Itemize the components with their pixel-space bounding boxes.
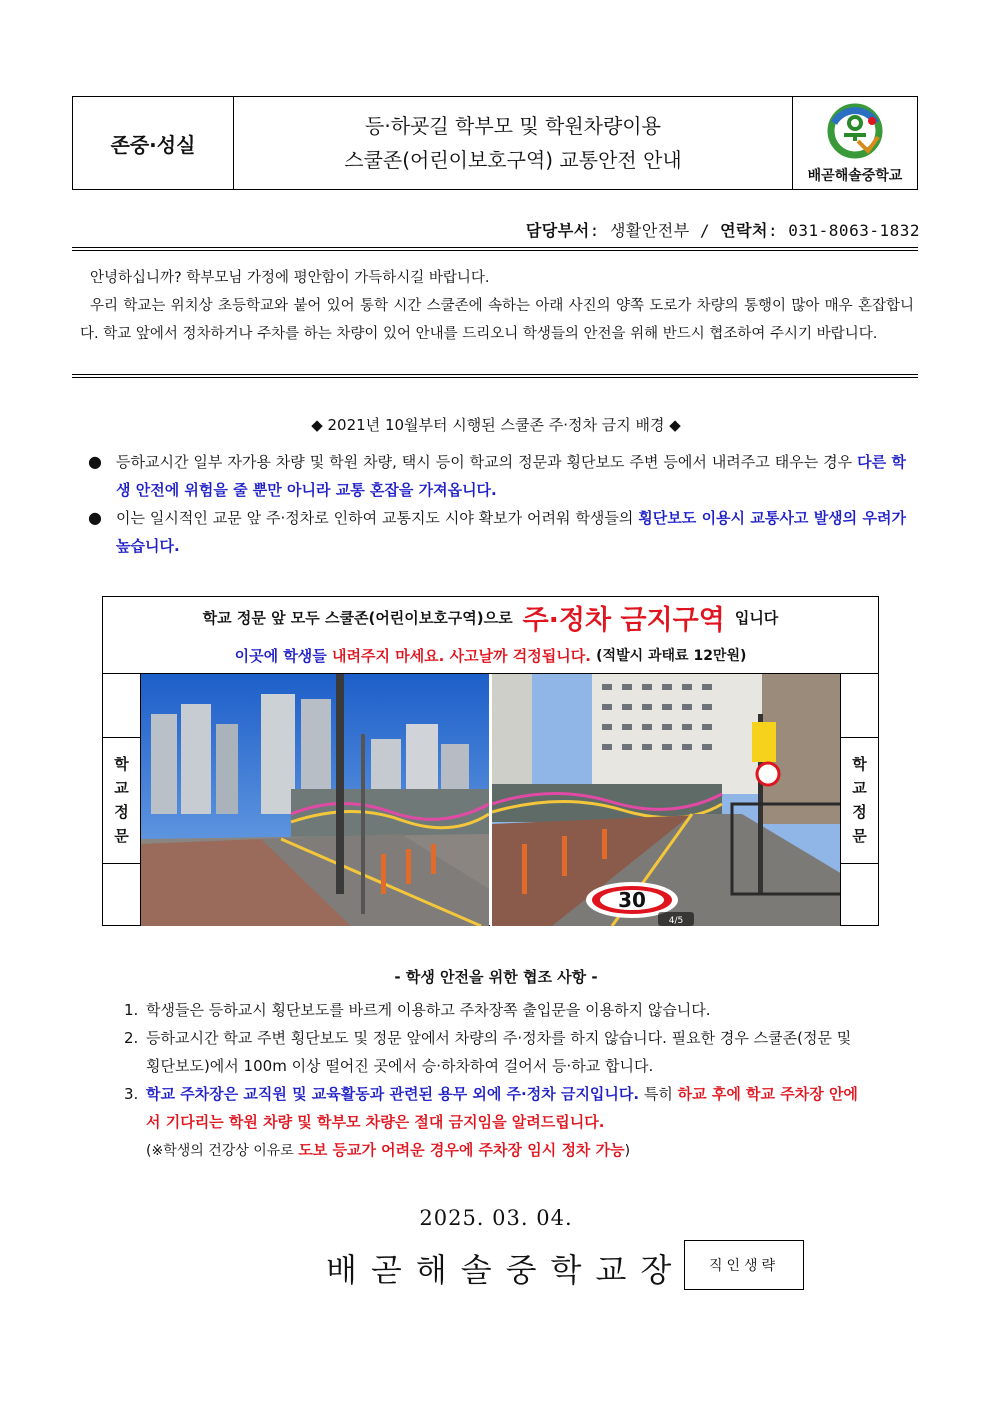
bullet-item: [88, 448, 906, 504]
bullet-dot-icon: ●: [88, 508, 102, 527]
notice-line-1: [103, 597, 878, 637]
section-title: ◆ 2021년 10월부터 시행된 스쿨존 주·정차 금지 배경 ◆: [311, 416, 681, 434]
bullet-dot-icon: ●: [88, 452, 102, 471]
bullet-emphasis: 횡단보도 이용시 교통사고 발생의 우려가 높습니다.: [116, 509, 906, 555]
school-logo: [793, 97, 917, 189]
intro-paragraph-2: 우리 학교는 위치상 초등학교와 붙어 있어 통학 시간 스쿨존에 속하는 아래 사진의 양쪽 도로가 차량의 통행이 많아 매우 혼잡합니다. 학교 앞에서 정차하거나 주차를 하는 차량이 있어 안내를 드리오니 학생들의 안전을 위해 반드시 협조하여 주시기 바랍니다.: [80, 298, 914, 342]
header-table: [72, 96, 918, 190]
bullet-text: 이는 일시적인 교문 앞 주·정차로 인하여 교통지도 시야 확보가 어려워 학생들의: [116, 509, 639, 527]
no-parking-notice-box: [102, 596, 879, 926]
photo-counter: 4/5: [668, 916, 683, 926]
notice-line-2-blue: 이곳에 학생들: [234, 646, 327, 665]
cooperation-item: 2. 등하교시간 학교 주변 횡단보도 및 정문 앞에서 차량의 주·정차를 하지 않습니다. 필요한 경우 스쿨존(정문 및 횡단보도)에서 100m 이상 떨어진 곳에서 승·하차하여 걸어서 등·하교 합니다.: [124, 1029, 852, 1075]
right-label-column: [840, 674, 878, 926]
phone-value: : 031-8063-1832: [768, 221, 920, 240]
school-name: 배곧해솔중학교: [807, 168, 903, 184]
notice-line-2-red: 내려주지 마세요. 사고날까 걱정됩니다.: [332, 646, 591, 665]
school-gate-label-left: 학 교 정 문: [103, 738, 140, 864]
phone-label: 연락처: [720, 221, 768, 240]
notice-line-1-post: 입니다: [734, 608, 779, 627]
seal-omitted-box: 직인생략: [684, 1240, 804, 1290]
school-gate-photo-left: [141, 674, 492, 926]
bullet-emphasis: 다른 학생 안전에 위험을 줄 뿐만 아니라 교통 혼잡을 가져옵니다.: [116, 453, 906, 499]
divider-bottom: [72, 374, 918, 378]
bullet-item: [88, 504, 906, 560]
cooperation-note: (※학생의 건강상 이유로 도보 등교가 어려운 경우에 주차장 임시 정차 가능): [146, 1141, 631, 1159]
fine-notice: (적발시 과태료 12만원): [596, 648, 747, 664]
contact-line: [526, 218, 920, 241]
title-line-1: 등·하굣길 학부모 및 학원차량이용: [365, 114, 661, 138]
school-gate-label-right: 학 교 정 문: [841, 738, 878, 864]
school-gate-photo-right: [492, 674, 841, 926]
cooperation-title: - 학생 안전을 위한 협조 사항 -: [394, 968, 598, 986]
notice-line-2: [103, 637, 878, 674]
photo-row: [103, 674, 878, 926]
principal-signature: 배곧해솔중학교장: [326, 1251, 686, 1289]
speed-marking: 30: [617, 888, 646, 912]
cooperation-item: 1. 학생들은 등하교시 횡단보도를 바르게 이용하고 주차장쪽 출입문을 이용하지 않습니다.: [124, 1001, 711, 1019]
left-label-column: [103, 674, 141, 926]
document-title: [234, 97, 793, 189]
divider-top: [72, 247, 918, 251]
cooperation-list: [124, 996, 864, 1165]
bullet-text: 등하교시간 일부 자가용 차량 및 학원 차량, 택시 등이 학교의 정문과 횡단보도 주변 등에서 내려주고 태우는 경우: [116, 453, 858, 471]
intro-text: [80, 264, 914, 348]
school-motto: 존중·성실: [73, 97, 234, 189]
notice-line-1-pre: 학교 정문 앞 모두 스쿨존(어린이보호구역)으로: [202, 608, 513, 627]
dept-value: : 생활안전부 /: [589, 221, 721, 240]
title-line-2: 스쿨존(어린이보호구역) 교통안전 안내: [344, 148, 682, 172]
intro-paragraph-1: 안녕하십니까? 학부모님 가정에 평안함이 가득하시길 바랍니다.: [90, 270, 490, 286]
background-bullets: [88, 448, 906, 560]
issue-date: 2025. 03. 04.: [419, 1206, 573, 1230]
no-parking-zone-label: 주·정차 금지구역: [522, 604, 725, 636]
cooperation-item: 3. 학교 주차장은 교직원 및 교육활동과 관련된 용무 외에 주·정차 금지입니다. 특히 하교 후에 학교 주차장 안에서 기다리는 학원 차량 및 학부모 차량은 절대 금지임을 알려드립니다. (※학생의 건강상 이유로 도보 등교가 어려운 경우에 주차장 임시 정차 가능): [124, 1080, 864, 1165]
dept-label: 담당부서: [525, 221, 590, 240]
school-emblem-icon: [820, 101, 890, 163]
